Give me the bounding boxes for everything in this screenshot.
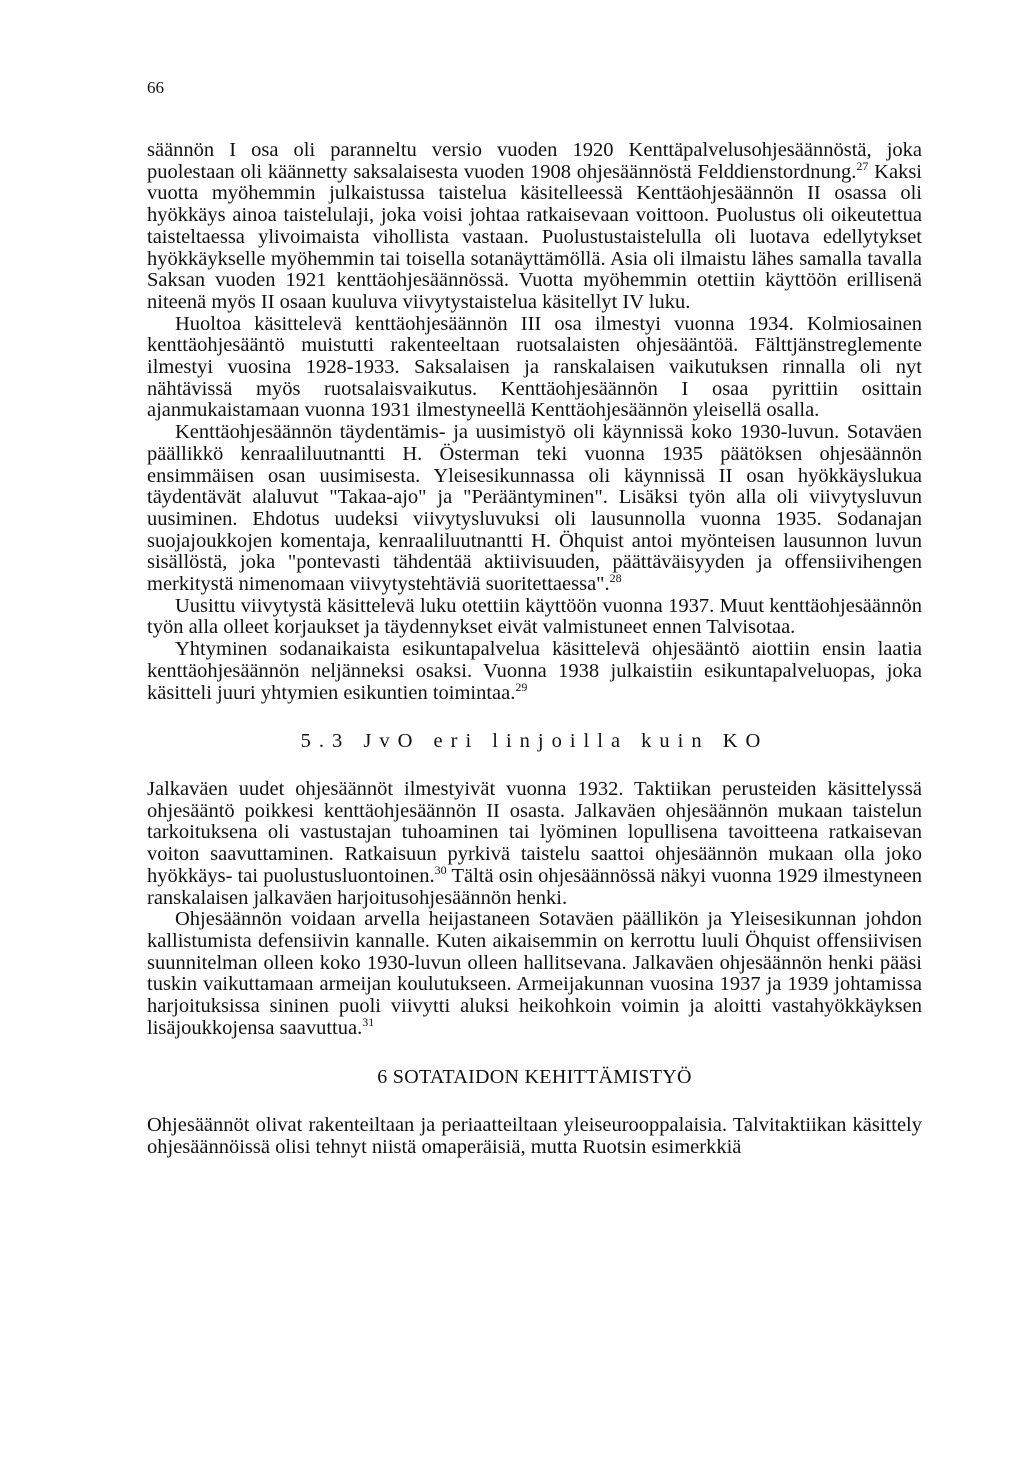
paragraph-1-text: säännön I osa oli paranneltu versio vuoden 1920 Kenttäpalvelusohjesäännöstä, joka puolestaan oli käännetty saksalaisesta vuoden 1908 ohjesäännöstä Felddienstordnung. <box>147 139 922 183</box>
footnote-ref-30: 30 <box>434 862 447 877</box>
paragraph-3 <box>147 422 922 596</box>
page-body <box>147 140 922 1159</box>
paragraph-4: Uusittu viivytystä käsittelevä luku otettiin käyttöön vuonna 1937. Muut kenttäohjesäännön työn alla olleet korjaukset ja täydennykset eivät valmistuneet ennen Talvisotaa. <box>147 594 922 639</box>
paragraph-7-text: Ohjesäännön voidaan arvella heijastaneen Sotaväen päällikön ja Yleisesikunnan johdon kallistumista defensiivin kannalle. Kuten aikaisemmin on kerrottu luuli Öhquist offensiivisen suunnitelman olleen koko 1930-luvun olleen hallitsevana. Jalkaväen ohjesäännön henki pääsi tuskin vaikuttamaan armeijan koulutukseen. Armeijakunnan vuosina 1937 ja 1939 johtamissa harjoituksissa sininen puoli viivytti aluksi heikohkoin voimin ja aloitti vastahyökkäyksen lisäjoukkojensa saavuttua. <box>147 908 922 1039</box>
paragraph-6-cont: Tältä osin ohjesäännössä näkyi vuonna 1929 ilmestyneen ranskalaisen jalkaväen harjoitusohjesäännön henki. <box>147 864 922 909</box>
section-heading-6: 6 SOTATAIDON KEHITTÄMISTYÖ <box>377 1066 692 1089</box>
section-heading-5-3: 5.3 JvO eri linjoilla kuin KO <box>300 730 769 753</box>
page-number: 66 <box>147 78 164 97</box>
footnote-ref-29: 29 <box>515 679 528 694</box>
paragraph-7 <box>147 909 922 1039</box>
footnote-ref-28: 28 <box>609 571 622 586</box>
paragraph-3-text: Kenttäohjesäännön täydentämis- ja uusimistyö oli käynnissä koko 1930-luvun. Sotaväen päällikkö kenraaliluutnantti H. Österman teki vuonna 1935 päätöksen ohjesäännön ensimmäisen osan uusimisesta. Yleisesikunnassa oli käynnissä II osan hyökkäyslukua täydentävät alaluvut "Takaa-ajo" ja "Perääntyminen". Lisäksi työn alla oli viivytysluvun uusiminen. Ehdotus uudeksi viivytysluvuksi oli lausunnolla vuonna 1935. Sodanajan suojajoukkojen komentaja, kenraaliluutnantti H. Öhquist antoi myönteisen lausunnon luvun sisällöstä, joka "pontevasti tähdentää aktiivisuuden, päättäväisyyden ja offensiivihengen merkitystä nimenomaan viivytystehtäviä suoritettaessa". <box>147 421 922 596</box>
paragraph-8: Ohjesäännöt olivat rakenteiltaan ja periaatteiltaan yleiseurooppalaisia. Talvitaktiikan käsittely ohjesäännöissä olisi tehnyt niistä omaperäisiä, mutta Ruotsin esimerkkiä <box>147 1114 922 1158</box>
paragraph-1 <box>147 140 922 314</box>
paragraph-5-text: Yhtyminen sodanaikaista esikuntapalvelua käsittelevä ohjesääntö aiottiin ensin laatia kenttäohjesäännön neljänneksi osaksi. Vuonna 1938 julkaistiin esikuntapalveluopas, joka käsitteli juuri yhtymien esikuntien toimintaa. <box>147 638 922 704</box>
paragraph-2: Huoltoa käsittelevä kenttäohjesäännön III osa ilmestyi vuonna 1934. Kolmiosainen kenttäohjesääntö muistutti rakenteeltaan ruotsalaisten ohjesääntöä. Fälttjänstreglemente ilmestyi vuosina 1928-1933. Saksalaisen ja ranskalaisen vaikutuksen rinnalla oli nyt nähtävissä myös ruotsalaisvaikutus. Kenttäohjesäännön I osaa pyrittiin osittain ajanmukaistamaan vuonna 1931 ilmestyneellä Kenttäohjesäännön yleisellä osalla. <box>147 312 922 422</box>
paragraph-5 <box>147 639 922 704</box>
footnote-ref-31: 31 <box>362 1014 375 1029</box>
paragraph-6-text: Jalkaväen uudet ohjesäännöt ilmestyivät vuonna 1932. Taktiikan perusteiden käsittelyssä ohjesääntö poikkesi kenttäohjesäännön II osasta. Jalkaväen ohjesäännön mukaan taistelun tarkoituksena oli vastustajan tuhoaminen tai lyöminen lopullisena tavoitteena ratkaisevan voiton saavuttaminen. Ratkaisuun pyrkivä taistelu saattoi ohjesäännön mukaan olla joko hyökkäys- tai puolustusluontoinen. <box>147 777 922 887</box>
footnote-ref-27: 27 <box>856 158 869 173</box>
paragraph-6 <box>147 779 922 909</box>
paragraph-1-cont: Kaksi vuotta myöhemmin julkaistussa taistelua käsitelleessä Kenttäohjesäännön II osassa oli hyökkäys ainoa taistelulaji, joka voisi johtaa ratkaisevaan voittoon. Puolustus oli oikeutettua taisteltaessa ylivoimaista vihollista vastaan. Puolustustaistelulla oli luotava edellytykset hyökkäykselle myöhemmin tai toisella sotanäyttämöllä. Asia oli ilmaistu lähes samalla tavalla Saksan vuoden 1921 kenttäohjesäännössä. Vuotta myöhemmin otettiin käyttöön erillisenä niteenä myös II osaan kuuluva viivytystaistelua käsitellyt IV luku. <box>147 160 922 313</box>
